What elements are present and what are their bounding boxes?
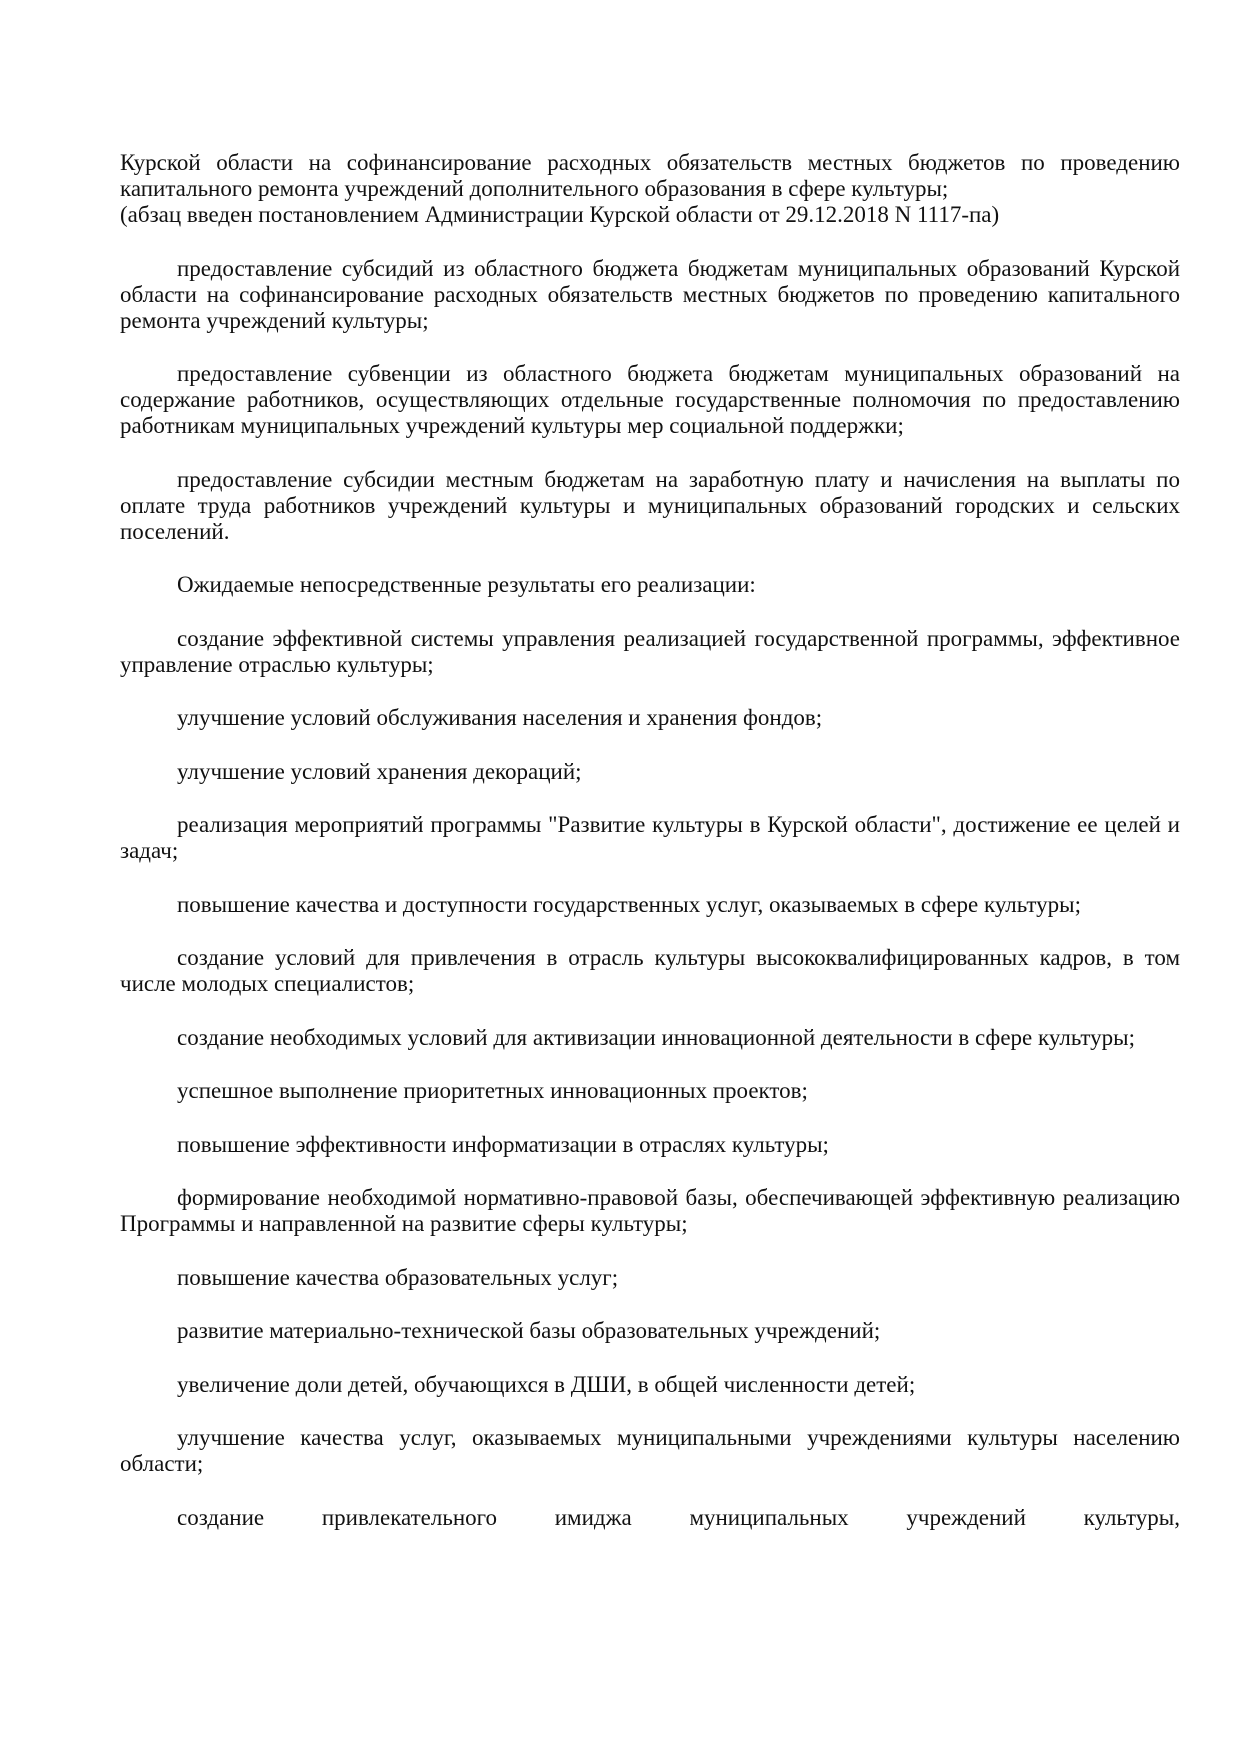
- list-item: улучшение условий хранения декораций;: [177, 758, 582, 784]
- list-item: улучшение условий обслуживания населения и хранения фондов;: [177, 705, 823, 730]
- paragraph-subvention-social-support: предоставление субвенции из областного бюджета бюджетам муниципальных образований на содержание работников, осуществляющих отдельные государственные полномочия по предоставлению работникам муниципальных учреждений культуры мер социальной поддержки;: [120, 361, 1180, 438]
- list-item: успешное выполнение приоритетных инновационных проектов;: [177, 1078, 808, 1103]
- list-item: повышение качества и доступности государственных услуг, оказываемых в сфере культуры;: [177, 891, 1081, 917]
- list-item: развитие материально-технической базы образовательных учреждений;: [177, 1318, 881, 1343]
- list-item: создание условий для привлечения в отрасль культуры высококвалифицированных кадров, в том числе молодых специалистов;: [120, 945, 1180, 996]
- list-item: создание необходимых условий для активизации инновационной деятельности в сфере культуры;: [177, 1024, 1136, 1050]
- opening-paragraph-text: Курской области на софинансирование расходных обязательств местных бюджетов по проведению капитального ремонта учреждений дополнительного образования в сфере культуры;: [120, 150, 1180, 201]
- paragraph-subsidy-wages: предоставление субсидии местным бюджетам на заработную плату и начисления на выплаты по оплате труда работников учреждений культуры и муниципальных образований городских и сельских поселений.: [120, 466, 1180, 544]
- amendment-note: (абзац введен постановлением Администрации Курской области от 29.12.2018 N 1117-па): [120, 202, 1000, 227]
- list-item: формирование необходимой нормативно-правовой базы, обеспечивающей эффективную реализацию Программы и направленной на развитие сферы культуры;: [120, 1185, 1180, 1236]
- paragraph-expected-results-heading: Ожидаемые непосредственные результаты его реализации:: [177, 572, 756, 597]
- list-item: повышение эффективности информатизации в отраслях культуры;: [177, 1131, 829, 1157]
- opening-paragraph: [120, 150, 1180, 228]
- list-item: повышение качества образовательных услуг;: [177, 1264, 619, 1290]
- final-paragraph: создание привлекательного имиджа муниципальных учреждений культуры,: [177, 1504, 1180, 1530]
- paragraph-subsidies-capital-repair: предоставление субсидий из областного бюджета бюджетам муниципальных образований Курской области на софинансирование расходных обязательств местных бюджетов по проведению капитального ремонта учреждений культуры;: [120, 255, 1180, 333]
- document-page: [120, 150, 1180, 1531]
- list-item: создание эффективной системы управления реализацией государственной программы, эффективное управление отраслью культуры;: [120, 625, 1180, 677]
- list-item: увеличение доли детей, обучающихся в ДШИ, в общей численности детей;: [177, 1371, 916, 1397]
- list-item: реализация мероприятий программы "Развитие культуры в Курской области", достижение ее целей и задач;: [120, 812, 1180, 863]
- list-item: улучшение качества услуг, оказываемых муниципальными учреждениями культуры населению области;: [120, 1425, 1180, 1476]
